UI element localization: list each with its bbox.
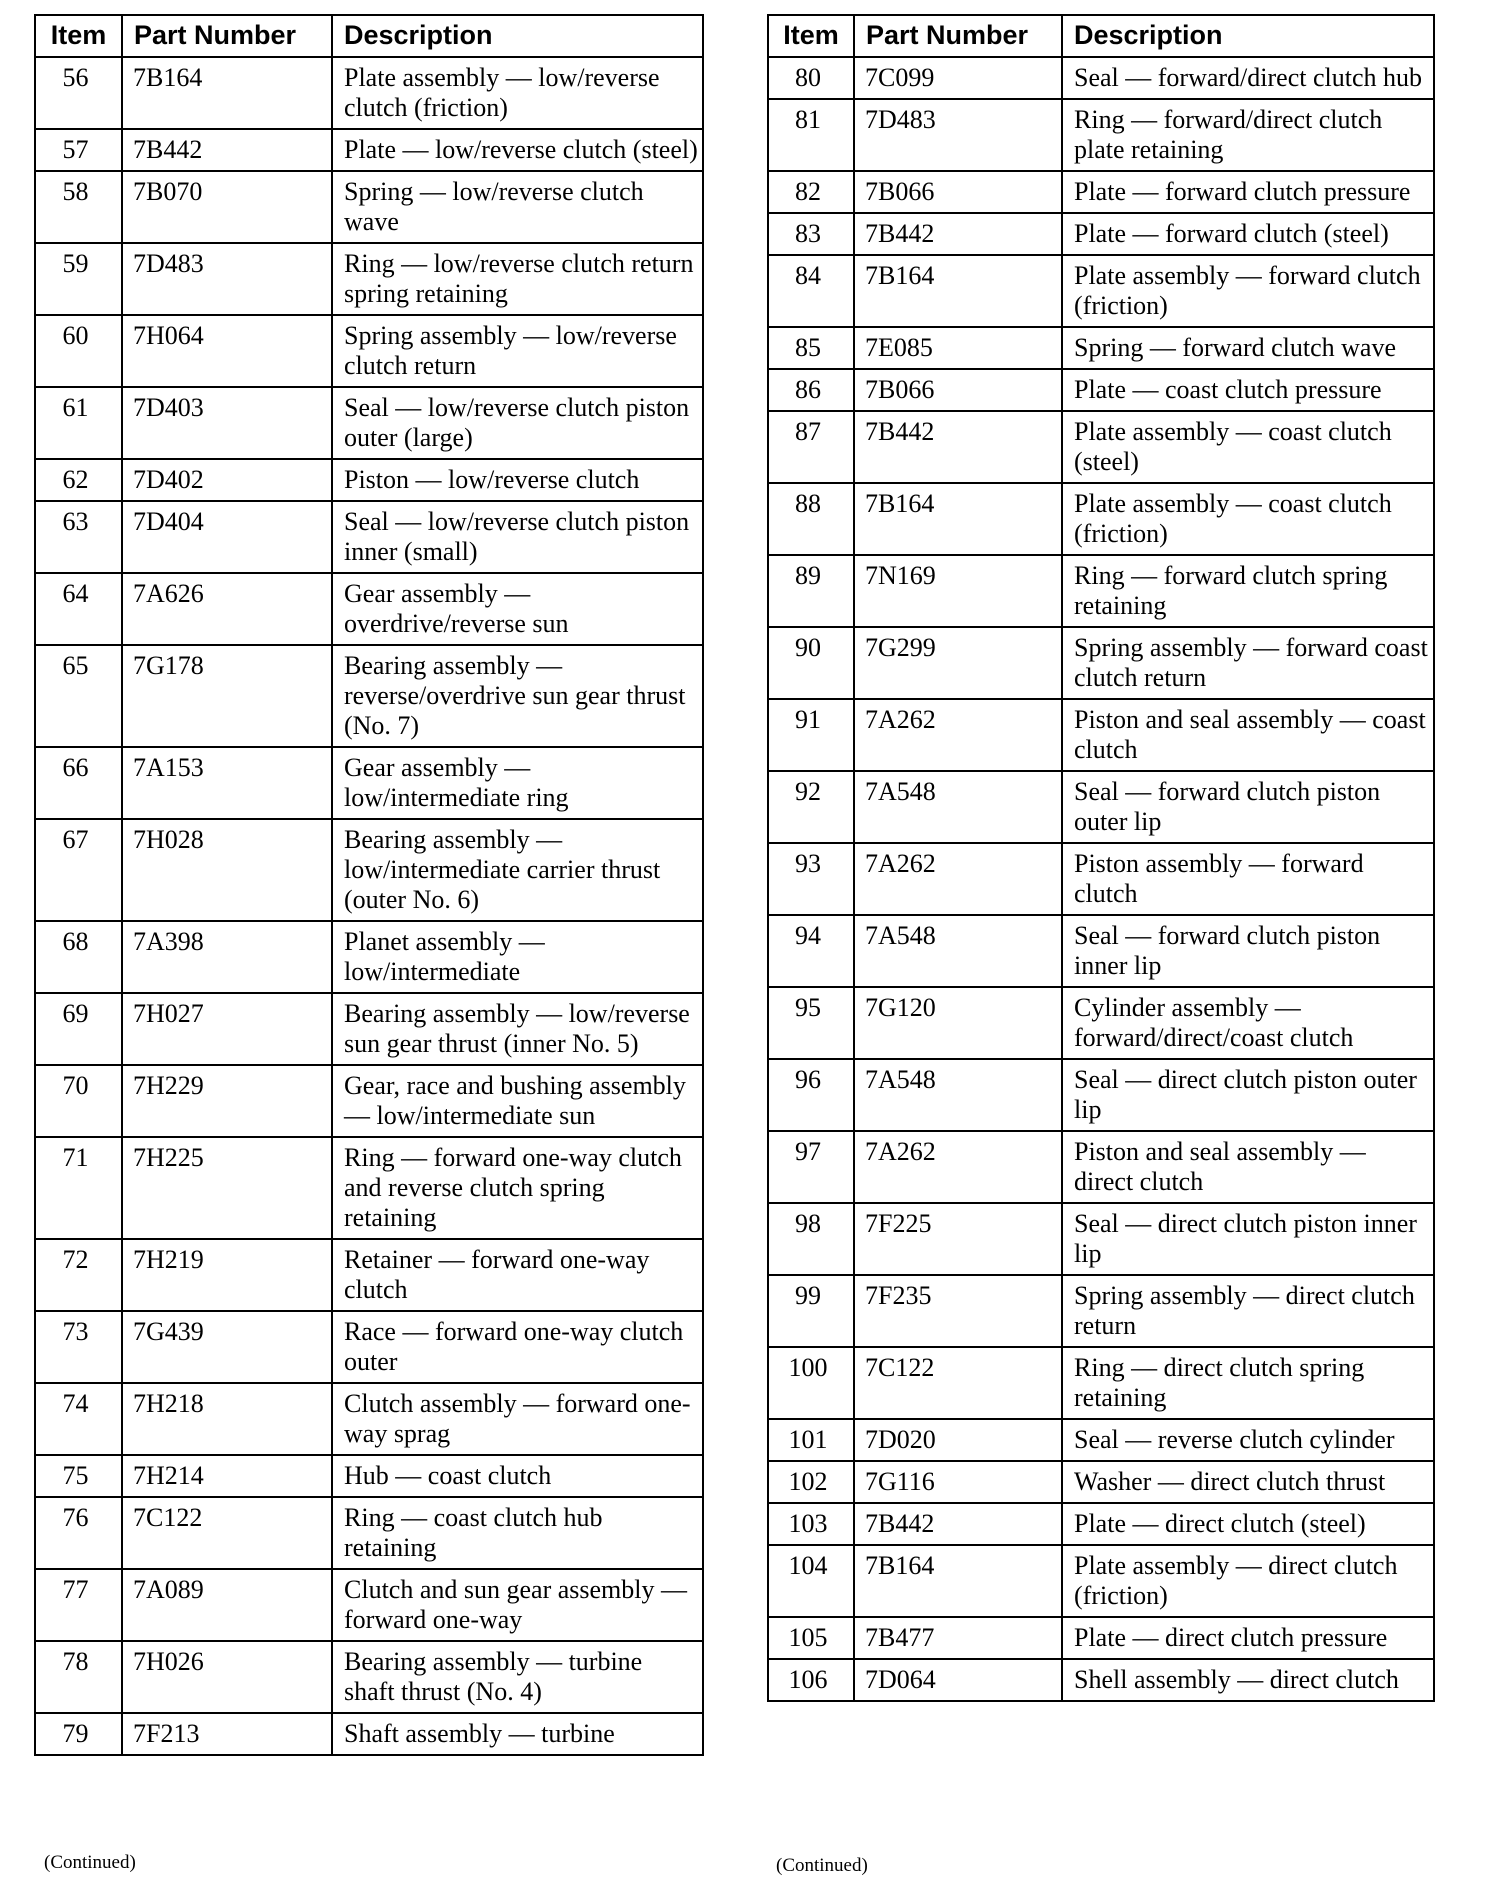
- part-description: Piston assembly — forward clutch: [1062, 843, 1434, 915]
- part-description: Plate — direct clutch (steel): [1062, 1503, 1434, 1545]
- item-number: 106: [768, 1659, 854, 1701]
- table-row: [768, 771, 1434, 843]
- part-number: 7D402: [122, 459, 332, 501]
- part-description: Gear assembly — overdrive/reverse sun: [332, 573, 703, 645]
- parts-table-right: [767, 14, 1435, 1702]
- part-description: Spring assembly — direct clutch return: [1062, 1275, 1434, 1347]
- part-number: 7D404: [122, 501, 332, 573]
- part-number: 7G439: [122, 1311, 332, 1383]
- table-row: [35, 1065, 703, 1137]
- table-row: [768, 483, 1434, 555]
- part-number: 7H218: [122, 1383, 332, 1455]
- table-row: [768, 1131, 1434, 1203]
- item-number: 90: [768, 627, 854, 699]
- item-number: 72: [35, 1239, 122, 1311]
- part-description: Seal — reverse clutch cylinder: [1062, 1419, 1434, 1461]
- part-description: Plate assembly — coast clutch (steel): [1062, 411, 1434, 483]
- part-number: 7A548: [854, 915, 1062, 987]
- part-number: 7A262: [854, 843, 1062, 915]
- part-description: Plate assembly — low/reverse clutch (friction): [332, 57, 703, 129]
- table-row: [768, 915, 1434, 987]
- header-item: Item: [35, 15, 122, 57]
- part-number: 7H026: [122, 1641, 332, 1713]
- item-number: 86: [768, 369, 854, 411]
- part-number: 7B442: [854, 1503, 1062, 1545]
- table-row: [768, 57, 1434, 99]
- item-number: 67: [35, 819, 122, 921]
- header-item: Item: [768, 15, 854, 57]
- item-number: 56: [35, 57, 122, 129]
- item-number: 69: [35, 993, 122, 1065]
- header-part-number: Part Number: [122, 15, 332, 57]
- part-description: Bearing assembly — turbine shaft thrust (No. 4): [332, 1641, 703, 1713]
- item-number: 85: [768, 327, 854, 369]
- part-number: 7B442: [854, 213, 1062, 255]
- item-number: 82: [768, 171, 854, 213]
- table-row: [768, 1419, 1434, 1461]
- part-number: 7A089: [122, 1569, 332, 1641]
- item-number: 61: [35, 387, 122, 459]
- item-number: 98: [768, 1203, 854, 1275]
- part-description: Gear, race and bushing assembly — low/intermediate sun: [332, 1065, 703, 1137]
- part-number: 7F235: [854, 1275, 1062, 1347]
- part-description: Seal — direct clutch piston inner lip: [1062, 1203, 1434, 1275]
- item-number: 94: [768, 915, 854, 987]
- part-description: Ring — forward/direct clutch plate retaining: [1062, 99, 1434, 171]
- part-number: 7G116: [854, 1461, 1062, 1503]
- part-description: Plate — coast clutch pressure: [1062, 369, 1434, 411]
- item-number: 89: [768, 555, 854, 627]
- part-number: 7B164: [854, 255, 1062, 327]
- part-number: 7A548: [854, 771, 1062, 843]
- part-description: Ring — coast clutch hub retaining: [332, 1497, 703, 1569]
- part-description: Shaft assembly — turbine: [332, 1713, 703, 1755]
- part-number: 7A262: [854, 699, 1062, 771]
- item-number: 87: [768, 411, 854, 483]
- table-row: [35, 57, 703, 129]
- part-description: Ring — direct clutch spring retaining: [1062, 1347, 1434, 1419]
- part-number: 7D020: [854, 1419, 1062, 1461]
- part-number: 7B066: [854, 171, 1062, 213]
- table-row: [768, 699, 1434, 771]
- header-description: Description: [332, 15, 703, 57]
- item-number: 100: [768, 1347, 854, 1419]
- part-number: 7D483: [122, 243, 332, 315]
- table-header-row: [768, 15, 1434, 57]
- part-description: Retainer — forward one-way clutch: [332, 1239, 703, 1311]
- table-row: [768, 369, 1434, 411]
- table-row: [768, 327, 1434, 369]
- table-row: [768, 1503, 1434, 1545]
- part-number: 7H028: [122, 819, 332, 921]
- table-row: [35, 819, 703, 921]
- part-description: Seal — forward/direct clutch hub: [1062, 57, 1434, 99]
- part-number: 7F225: [854, 1203, 1062, 1275]
- part-number: 7B164: [122, 57, 332, 129]
- part-number: 7F213: [122, 1713, 332, 1755]
- table-row: [35, 1497, 703, 1569]
- part-description: Cylinder assembly — forward/direct/coast clutch: [1062, 987, 1434, 1059]
- item-number: 65: [35, 645, 122, 747]
- part-description: Seal — forward clutch piston outer lip: [1062, 771, 1434, 843]
- table-row: [35, 459, 703, 501]
- part-number: 7H027: [122, 993, 332, 1065]
- item-number: 102: [768, 1461, 854, 1503]
- item-number: 77: [35, 1569, 122, 1641]
- item-number: 88: [768, 483, 854, 555]
- part-description: Seal — low/reverse clutch piston inner (small): [332, 501, 703, 573]
- part-description: Plate — forward clutch pressure: [1062, 171, 1434, 213]
- part-description: Spring assembly — forward coast clutch return: [1062, 627, 1434, 699]
- table-row: [768, 1617, 1434, 1659]
- part-number: 7D403: [122, 387, 332, 459]
- table-row: [35, 1137, 703, 1239]
- part-description: Bearing assembly — reverse/overdrive sun gear thrust (No. 7): [332, 645, 703, 747]
- part-number: 7G178: [122, 645, 332, 747]
- part-description: Shell assembly — direct clutch: [1062, 1659, 1434, 1701]
- part-description: Clutch assembly — forward one-way sprag: [332, 1383, 703, 1455]
- table-row: [768, 1461, 1434, 1503]
- item-number: 95: [768, 987, 854, 1059]
- part-number: 7B164: [854, 483, 1062, 555]
- table-row: [768, 1059, 1434, 1131]
- part-description: Spring assembly — low/reverse clutch return: [332, 315, 703, 387]
- table-row: [768, 1275, 1434, 1347]
- part-description: Planet assembly — low/intermediate: [332, 921, 703, 993]
- part-number: 7B164: [854, 1545, 1062, 1617]
- table-row: [35, 387, 703, 459]
- part-description: Plate — direct clutch pressure: [1062, 1617, 1434, 1659]
- table-row: [768, 1659, 1434, 1701]
- part-description: Plate assembly — direct clutch (friction): [1062, 1545, 1434, 1617]
- item-number: 97: [768, 1131, 854, 1203]
- header-description: Description: [1062, 15, 1434, 57]
- item-number: 99: [768, 1275, 854, 1347]
- item-number: 71: [35, 1137, 122, 1239]
- part-number: 7B442: [122, 129, 332, 171]
- part-number: 7A262: [854, 1131, 1062, 1203]
- table-row: [768, 255, 1434, 327]
- part-description: Plate assembly — forward clutch (friction): [1062, 255, 1434, 327]
- part-description: Spring — low/reverse clutch wave: [332, 171, 703, 243]
- table-row: [35, 129, 703, 171]
- part-number: 7C099: [854, 57, 1062, 99]
- part-description: Seal — direct clutch piston outer lip: [1062, 1059, 1434, 1131]
- item-number: 68: [35, 921, 122, 993]
- part-description: Ring — forward clutch spring retaining: [1062, 555, 1434, 627]
- part-number: 7B442: [854, 411, 1062, 483]
- part-description: Plate assembly — coast clutch (friction): [1062, 483, 1434, 555]
- item-number: 66: [35, 747, 122, 819]
- table-header-row: [35, 15, 703, 57]
- part-number: 7G299: [854, 627, 1062, 699]
- table-row: [35, 243, 703, 315]
- table-row: [35, 501, 703, 573]
- continued-note: (Continued): [44, 1852, 136, 1873]
- part-description: Ring — low/reverse clutch return spring retaining: [332, 243, 703, 315]
- part-description: Piston and seal assembly — direct clutch: [1062, 1131, 1434, 1203]
- item-number: 60: [35, 315, 122, 387]
- item-number: 79: [35, 1713, 122, 1755]
- table-row: [35, 315, 703, 387]
- table-row: [35, 573, 703, 645]
- table-row: [35, 1383, 703, 1455]
- table-row: [768, 987, 1434, 1059]
- part-number: 7H214: [122, 1455, 332, 1497]
- item-number: 104: [768, 1545, 854, 1617]
- table-row: [768, 1347, 1434, 1419]
- part-number: 7A626: [122, 573, 332, 645]
- item-number: 74: [35, 1383, 122, 1455]
- item-number: 96: [768, 1059, 854, 1131]
- part-description: Clutch and sun gear assembly — forward one-way: [332, 1569, 703, 1641]
- item-number: 58: [35, 171, 122, 243]
- part-number: 7B066: [854, 369, 1062, 411]
- part-number: 7G120: [854, 987, 1062, 1059]
- part-number: 7D483: [854, 99, 1062, 171]
- part-description: Ring — forward one-way clutch and reverse clutch spring retaining: [332, 1137, 703, 1239]
- table-row: [768, 555, 1434, 627]
- part-description: Plate — forward clutch (steel): [1062, 213, 1434, 255]
- part-number: 7E085: [854, 327, 1062, 369]
- item-number: 64: [35, 573, 122, 645]
- part-number: 7H219: [122, 1239, 332, 1311]
- part-description: Spring — forward clutch wave: [1062, 327, 1434, 369]
- item-number: 76: [35, 1497, 122, 1569]
- table-row: [35, 1569, 703, 1641]
- table-row: [768, 1203, 1434, 1275]
- part-number: 7N169: [854, 555, 1062, 627]
- item-number: 84: [768, 255, 854, 327]
- continued-note: (Continued): [776, 1855, 868, 1876]
- table-row: [35, 1641, 703, 1713]
- item-number: 101: [768, 1419, 854, 1461]
- table-row: [35, 1311, 703, 1383]
- item-number: 75: [35, 1455, 122, 1497]
- part-number: 7H064: [122, 315, 332, 387]
- item-number: 70: [35, 1065, 122, 1137]
- item-number: 92: [768, 771, 854, 843]
- table-row: [35, 171, 703, 243]
- part-number: 7D064: [854, 1659, 1062, 1701]
- item-number: 80: [768, 57, 854, 99]
- item-number: 105: [768, 1617, 854, 1659]
- item-number: 83: [768, 213, 854, 255]
- item-number: 63: [35, 501, 122, 573]
- part-description: Seal — forward clutch piston inner lip: [1062, 915, 1434, 987]
- table-row: [35, 1713, 703, 1755]
- table-row: [768, 843, 1434, 915]
- table-row: [35, 1239, 703, 1311]
- table-row: [768, 411, 1434, 483]
- part-description: Piston and seal assembly — coast clutch: [1062, 699, 1434, 771]
- item-number: 62: [35, 459, 122, 501]
- table-row: [35, 747, 703, 819]
- part-description: Piston — low/reverse clutch: [332, 459, 703, 501]
- part-number: 7B070: [122, 171, 332, 243]
- part-description: Gear assembly — low/intermediate ring: [332, 747, 703, 819]
- part-description: Bearing assembly — low/reverse sun gear thrust (inner No. 5): [332, 993, 703, 1065]
- part-number: 7H225: [122, 1137, 332, 1239]
- part-number: 7C122: [122, 1497, 332, 1569]
- part-description: Hub — coast clutch: [332, 1455, 703, 1497]
- item-number: 103: [768, 1503, 854, 1545]
- part-number: 7H229: [122, 1065, 332, 1137]
- table-row: [768, 213, 1434, 255]
- part-number: 7A153: [122, 747, 332, 819]
- item-number: 93: [768, 843, 854, 915]
- table-row: [768, 171, 1434, 213]
- table-row: [35, 993, 703, 1065]
- item-number: 73: [35, 1311, 122, 1383]
- part-number: 7B477: [854, 1617, 1062, 1659]
- table-row: [35, 1455, 703, 1497]
- item-number: 57: [35, 129, 122, 171]
- part-number: 7A398: [122, 921, 332, 993]
- table-row: [768, 99, 1434, 171]
- parts-table-left: [34, 14, 704, 1756]
- table-row: [768, 627, 1434, 699]
- item-number: 59: [35, 243, 122, 315]
- part-description: Plate — low/reverse clutch (steel): [332, 129, 703, 171]
- item-number: 81: [768, 99, 854, 171]
- part-description: Washer — direct clutch thrust: [1062, 1461, 1434, 1503]
- table-row: [35, 645, 703, 747]
- part-number: 7C122: [854, 1347, 1062, 1419]
- part-description: Bearing assembly — low/intermediate carrier thrust (outer No. 6): [332, 819, 703, 921]
- item-number: 91: [768, 699, 854, 771]
- part-description: Race — forward one-way clutch outer: [332, 1311, 703, 1383]
- item-number: 78: [35, 1641, 122, 1713]
- table-row: [768, 1545, 1434, 1617]
- header-part-number: Part Number: [854, 15, 1062, 57]
- table-row: [35, 921, 703, 993]
- part-description: Seal — low/reverse clutch piston outer (large): [332, 387, 703, 459]
- part-number: 7A548: [854, 1059, 1062, 1131]
